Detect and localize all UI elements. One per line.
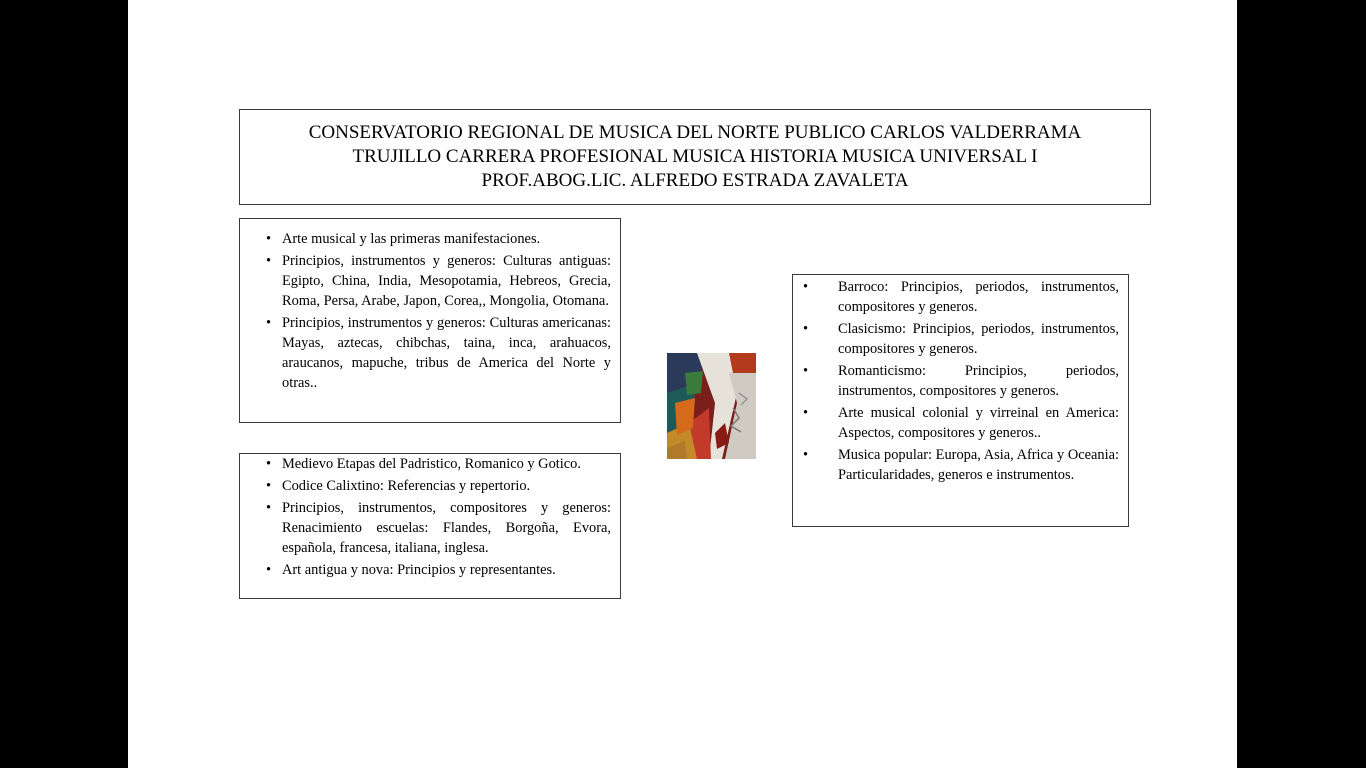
list-item: • Medievo Etapas del Padristico, Romanico y Gotico. [266, 456, 581, 472]
title-line-3: PROF.ABOG.LIC. ALFREDO ESTRADA ZAVALETA [481, 170, 909, 191]
bullet-icon: • [266, 456, 272, 472]
bullet-icon: • [266, 500, 272, 516]
list-item: • Principios, instrumentos y generos: Culturas antiguas: Egipto, China, India, Mesopotamia, Hebreos, Grecia, Roma, Persa, Arabe, Japon, Corea,, Mongolia, Otomana. [266, 253, 611, 309]
list-item: • Principios, instrumentos y generos: Culturas americanas: Mayas, aztecas, chibchas, taina, inca, arahuacos, araucanos, mapuche, tribus de America del Norte y otras.. [266, 315, 611, 391]
bullet-icon: • [266, 231, 272, 247]
bullet-icon: • [803, 447, 809, 463]
title-line-2: TRUJILLO CARRERA PROFESIONAL MUSICA HISTORIA MUSICA UNIVERSAL I [352, 146, 1038, 167]
list-item: • Musica popular: Europa, Asia, Africa y Oceania: Particularidades, generos e instrumentos. [803, 447, 1119, 483]
title-box [239, 109, 1151, 205]
list-item: • Art antigua y nova: Principios y representantes. [266, 562, 556, 578]
bullet-icon: • [803, 363, 809, 379]
medieval-music-box [239, 453, 621, 599]
bullet-list [240, 454, 620, 580]
list-item: • Arte musical colonial y virreinal en America: Aspectos, compositores y generos.. [803, 405, 1119, 441]
list-item: • Codice Calixtino: Referencias y repertorio. [266, 478, 531, 494]
bullet-icon: • [266, 478, 272, 494]
bullet-list [240, 229, 620, 393]
bullet-icon: • [803, 405, 809, 421]
bullet-icon: • [266, 562, 272, 578]
list-item: • Principios, instrumentos, compositores y generos: Renacimiento escuelas: Flandes, Borgoña, Evora, española, francesa, italiana, inglesa. [266, 500, 611, 556]
bullet-list [793, 277, 1128, 485]
slide [128, 0, 1237, 768]
artwork-image [667, 353, 756, 459]
bullet-icon: • [266, 315, 272, 331]
abstract-painting-icon [667, 353, 756, 459]
bullet-icon: • [803, 279, 809, 295]
title-line-1: CONSERVATORIO REGIONAL DE MUSICA DEL NORTE PUBLICO CARLOS VALDERRAMA [308, 122, 1082, 143]
page-title [309, 121, 1082, 193]
list-item: • Arte musical y las primeras manifestaciones. [266, 231, 541, 247]
list-item: • Barroco: Principios, periodos, instrumentos, compositores y generos. [803, 279, 1119, 315]
list-item: • Clasicismo: Principios, periodos, instrumentos, compositores y generos. [803, 321, 1119, 357]
list-item: • Romanticismo: Principios, periodos, instrumentos, compositores y generos. [803, 363, 1119, 399]
bullet-icon: • [803, 321, 809, 337]
ancient-music-box [239, 218, 621, 423]
bullet-icon: • [266, 253, 272, 269]
modern-music-box [792, 274, 1129, 527]
